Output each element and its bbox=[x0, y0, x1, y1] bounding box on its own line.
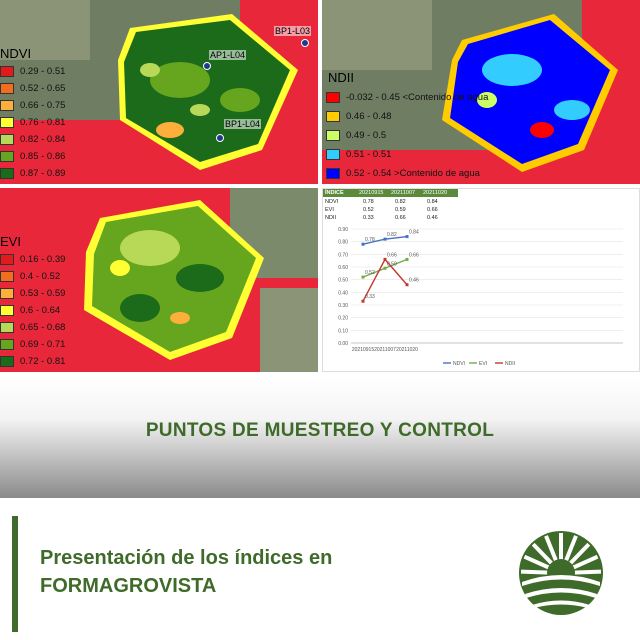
table-cell: 0.82 bbox=[395, 199, 406, 205]
evi-legend-item: 0.65 - 0.68 bbox=[0, 322, 65, 333]
ndvi-legend-item: 0.52 - 0.65 bbox=[0, 83, 65, 94]
ndvi-legend-item: 0.29 - 0.51 bbox=[0, 66, 65, 77]
data-label: 0.66 bbox=[387, 252, 397, 259]
legend-swatch bbox=[326, 168, 340, 179]
ndii-legend-item: -0.032 - 0.45 <Contenido de agua bbox=[326, 92, 488, 103]
data-label: 0.84 bbox=[409, 229, 419, 236]
table-header-cell: 20211020 bbox=[423, 190, 448, 196]
evi-legend-item: 0.4 - 0.52 bbox=[0, 271, 60, 282]
formagrovista-logo-icon bbox=[516, 528, 606, 618]
ndii-map-panel bbox=[322, 0, 640, 184]
table-cell: 0.52 bbox=[363, 207, 374, 213]
table-cell: EVI bbox=[325, 207, 334, 213]
data-label: 0.33 bbox=[365, 294, 375, 301]
y-tick-label: 0.50 bbox=[338, 277, 348, 284]
table-cell: 0.84 bbox=[427, 199, 438, 205]
y-tick-label: 0.20 bbox=[338, 315, 348, 322]
evi-legend-item: 0.53 - 0.59 bbox=[0, 288, 65, 299]
data-label: 0.66 bbox=[409, 252, 419, 259]
table-cell: 0.66 bbox=[395, 215, 406, 221]
evi-legend-item: 0.69 - 0.71 bbox=[0, 339, 65, 350]
ndvi-map-panel bbox=[0, 0, 318, 184]
legend-swatch bbox=[0, 322, 14, 333]
evi-legend-item: 0.6 - 0.64 bbox=[0, 305, 60, 316]
table-cell: 0.33 bbox=[363, 215, 374, 221]
sample-point-pin[interactable] bbox=[301, 39, 309, 47]
ndii-legend-item: 0.52 - 0.54 >Contenido de agua bbox=[326, 168, 480, 179]
y-tick-label: 0.30 bbox=[338, 303, 348, 309]
banner-title: PUNTOS DE MUESTREO Y CONTROL bbox=[145, 420, 495, 441]
index-line-chart bbox=[323, 225, 639, 371]
table-header-cell: 20211007 bbox=[391, 190, 416, 196]
evi-legend-item: 0.72 - 0.81 bbox=[0, 356, 65, 367]
table-header-cell: 20210915 bbox=[359, 190, 384, 196]
legend-swatch bbox=[326, 149, 340, 160]
data-label: 0.46 bbox=[409, 277, 419, 284]
sample-point-label: BP1-L04 bbox=[225, 119, 261, 129]
legend-swatch bbox=[0, 254, 14, 265]
legend-swatch bbox=[0, 66, 14, 77]
y-tick-label: 0.80 bbox=[338, 239, 348, 246]
sample-point-pin[interactable] bbox=[203, 62, 211, 70]
data-label: 0.59 bbox=[387, 261, 397, 268]
accent-bar bbox=[12, 516, 18, 632]
legend-swatch bbox=[0, 83, 14, 94]
ndii-legend-item: 0.51 - 0.51 bbox=[326, 149, 391, 160]
legend-swatch bbox=[0, 151, 14, 162]
ndvi-legend-item: 0.82 - 0.84 bbox=[0, 134, 65, 145]
ndii-legend-item: 0.46 - 0.48 bbox=[326, 111, 391, 122]
table-cell: 0.59 bbox=[395, 207, 406, 213]
ndvi-legend-item: 0.87 - 0.89 bbox=[0, 168, 65, 179]
ndvi-legend-item: 0.76 - 0.81 bbox=[0, 117, 65, 128]
x-tick-label: 20210915 bbox=[351, 347, 375, 353]
ndii-legend-item: 0.49 - 0.5 bbox=[326, 130, 386, 141]
legend-swatch bbox=[326, 92, 340, 103]
y-tick-label: 0.00 bbox=[338, 341, 348, 347]
y-tick-label: 0.90 bbox=[338, 227, 348, 233]
y-tick-label: 0.40 bbox=[338, 290, 348, 297]
legend-swatch bbox=[0, 117, 14, 128]
legend-label: NDII bbox=[505, 361, 515, 367]
evi-legend-item: 0.16 - 0.39 bbox=[0, 254, 65, 265]
legend-swatch bbox=[0, 339, 14, 350]
x-tick-label: 20211007 bbox=[374, 347, 396, 353]
ndii-legend-title: NDII bbox=[328, 70, 354, 85]
table-cell: 0.66 bbox=[427, 207, 438, 213]
table-header-cell: ÍNDICE bbox=[325, 190, 344, 196]
table-cell: NDII bbox=[325, 215, 336, 221]
y-tick-label: 0.70 bbox=[338, 252, 348, 259]
presentation-line2: FORMAGROVISTA bbox=[40, 575, 217, 597]
y-tick-label: 0.10 bbox=[338, 328, 348, 335]
index-table bbox=[323, 189, 458, 225]
ndvi-legend-title: NDVI bbox=[0, 46, 32, 61]
data-label: 0.78 bbox=[365, 237, 375, 244]
evi-map-panel bbox=[0, 188, 318, 372]
index-chart-panel bbox=[322, 188, 640, 372]
legend-label: EVI bbox=[479, 361, 488, 367]
x-tick-label: 20211020 bbox=[396, 347, 418, 353]
table-cell: NDVI bbox=[325, 199, 339, 205]
sample-point-label: BP1-L03 bbox=[275, 26, 311, 36]
ndvi-legend-item: 0.66 - 0.75 bbox=[0, 100, 65, 111]
legend-swatch bbox=[326, 111, 340, 122]
legend-swatch bbox=[0, 100, 14, 111]
legend-swatch bbox=[0, 305, 14, 316]
legend-swatch bbox=[0, 288, 14, 299]
presentation-line1: Presentación de los índices en bbox=[40, 547, 333, 569]
sample-point-pin[interactable] bbox=[216, 134, 224, 142]
sample-point-label: AP1-L04 bbox=[210, 50, 246, 60]
data-label: 0.82 bbox=[387, 232, 397, 239]
presentation-heading bbox=[40, 544, 332, 600]
y-tick-label: 0.60 bbox=[338, 265, 348, 271]
legend-label: NDVI bbox=[453, 361, 465, 367]
table-cell: 0.46 bbox=[427, 215, 438, 221]
table-cell: 0.78 bbox=[363, 199, 374, 205]
data-label: 0.52 bbox=[365, 270, 375, 277]
legend-swatch bbox=[0, 134, 14, 145]
evi-legend-title: EVI bbox=[0, 234, 21, 249]
legend-swatch bbox=[326, 130, 340, 141]
legend-swatch bbox=[0, 168, 14, 179]
legend-swatch bbox=[0, 356, 14, 367]
legend-swatch bbox=[0, 271, 14, 282]
ndvi-legend-item: 0.85 - 0.86 bbox=[0, 151, 65, 162]
